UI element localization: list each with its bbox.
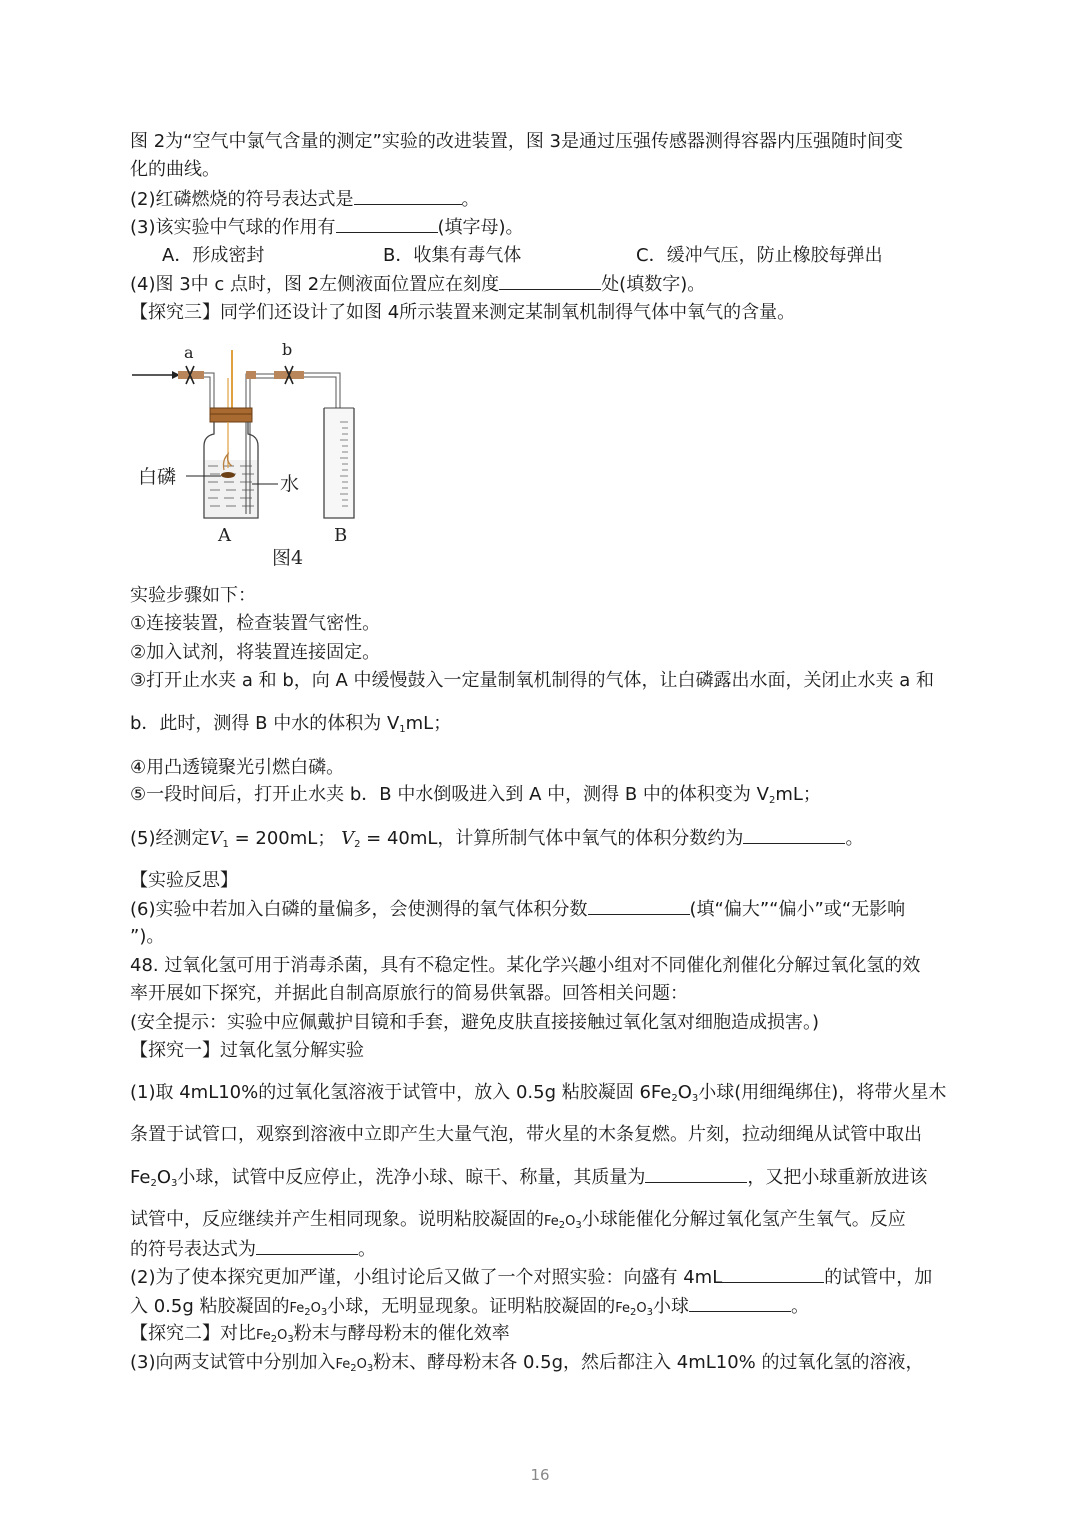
text-part: O xyxy=(677,1082,692,1103)
text-line: 图 2为“空气中氯气含量的测定”实验的改进装置，图 3是通过压强传感器测得容器内压强随时间变 xyxy=(130,131,903,152)
text-line: 条置于试管口，观察到溶液中立即产生大量气泡，带火星的木条复燃。片刻，拉动细绳从试管中取出 xyxy=(130,1124,922,1145)
text-part: ，又把小球重新放进该 xyxy=(747,1167,928,1188)
text-part: 入 0.5g 粘胶凝固的 xyxy=(130,1296,290,1317)
option-b: B．收集有毒气体 xyxy=(383,245,522,266)
chem-o: O xyxy=(636,1301,647,1316)
answer-blank[interactable] xyxy=(499,271,601,290)
white-phosphorus xyxy=(221,472,235,478)
var-v1: V xyxy=(209,828,223,849)
text-part: mL； xyxy=(775,784,821,805)
text-line: 化的曲线。 xyxy=(130,159,220,180)
question-text: (3)该实验中气球的作用有 xyxy=(130,217,336,238)
text-line: ③打开止水夹 a 和 b，向 A 中缓慢鼓入一定量制氧机制得的气体，让白磷露出水面，关闭止水夹 a 和 xyxy=(130,670,934,691)
text-line: (安全提示：实验中应佩戴护目镜和手套，避免皮肤直接接触过氧化氢对细胞造成损害。) xyxy=(130,1012,820,1033)
answer-blank[interactable] xyxy=(689,1293,791,1312)
answer-blank[interactable] xyxy=(354,186,462,205)
question-text: (5)经测定 xyxy=(130,828,210,849)
text-part: b．此时，测得 B 中水的体积为 V xyxy=(130,713,400,734)
inlet-tube xyxy=(180,373,214,420)
text-part: (1)取 4mL10%的过氧化氢溶液于试管中，放入 0.5g 粘胶凝固 6Fe xyxy=(130,1082,672,1103)
text-line: 实验步骤如下： xyxy=(130,585,256,606)
text-line: 48. 过氧化氢可用于消毒杀菌，具有不稳定性。某化学兴趣小组对不同催化剂催化分解过氧化氢的效 xyxy=(130,955,921,976)
text-part: 。 xyxy=(791,1296,809,1317)
text-part: ⑤一段时间后，打开止水夹 b．B 中水倒吸进入到 A 中，测得 B 中的体积变为 V xyxy=(130,784,769,805)
chem-o: O xyxy=(310,1301,321,1316)
text-line xyxy=(130,1207,906,1239)
question-text: (6)实验中若加入白磷的量偏多，会使测得的氧气体积分数 xyxy=(130,899,588,920)
question-text: (4)图 3中 c 点时，图 2左侧液面位置应在刻度 xyxy=(130,274,500,295)
subscript: 2 xyxy=(350,1363,357,1374)
section-heading: 【实验反思】 xyxy=(130,870,238,891)
text-line xyxy=(130,1236,376,1263)
label-white-phosphorus: 白磷 xyxy=(138,466,177,488)
text-part: 小球能催化分解过氧化氢产生氧气。反应 xyxy=(581,1209,906,1230)
answer-blank[interactable] xyxy=(336,214,438,233)
question-3b xyxy=(130,1350,924,1382)
question-text: 处(填数字)。 xyxy=(601,274,706,295)
subscript: 1 xyxy=(399,724,406,735)
label-B: B xyxy=(334,525,348,546)
subscript: 2 xyxy=(354,839,361,850)
text-part: 的符号表达式为 xyxy=(130,1239,256,1260)
text-part: 小球 xyxy=(653,1296,689,1317)
chem-o: O xyxy=(277,1328,288,1343)
subscript: 3 xyxy=(320,1307,328,1318)
label-A: A xyxy=(218,525,231,546)
chem-o: O xyxy=(356,1357,367,1372)
text-line xyxy=(130,1080,946,1112)
subscript: 3 xyxy=(171,1178,178,1189)
formula-fe2o3 xyxy=(336,1357,374,1372)
option-c: C．缓冲气压，防止橡胶每弹出 xyxy=(636,245,883,266)
var-v2: V xyxy=(341,828,355,849)
chem-o: O xyxy=(565,1214,576,1229)
answer-blank[interactable] xyxy=(645,1164,747,1183)
text-part: 的试管中，加 xyxy=(824,1267,933,1288)
question-5 xyxy=(130,825,863,858)
subscript: 3 xyxy=(575,1220,582,1231)
label-water: 水 xyxy=(280,473,300,495)
chem-fe: Fe xyxy=(615,1301,631,1316)
figure-caption: 图4 xyxy=(272,547,304,569)
text-part: mL； xyxy=(405,713,452,734)
question-text: (填“偏大”“偏小”或“无影响 xyxy=(689,899,906,920)
page-number: 16 xyxy=(530,1466,550,1484)
text-line: 率开展如下探究，并据此自制高原旅行的简易供氧器。回答相关问题： xyxy=(130,983,688,1004)
formula-fe2o3 xyxy=(256,1328,294,1343)
section-heading xyxy=(130,1321,510,1353)
answer-blank[interactable] xyxy=(588,896,690,915)
subscript: 2 xyxy=(150,1178,157,1189)
text-part: 。 xyxy=(358,1239,376,1260)
answer-blank[interactable] xyxy=(256,1236,358,1255)
text-part: (3)向两支试管中分别加入 xyxy=(130,1352,336,1373)
label-b: b xyxy=(282,340,293,359)
chem-fe: Fe xyxy=(544,1214,559,1229)
question-text: (填字母)。 xyxy=(437,217,524,238)
text-part: = 200mL； xyxy=(228,828,336,849)
formula-fe2o3 xyxy=(290,1301,328,1316)
text-part: (2)为了使本探究更加严谨，小组讨论后又做了一个对照实验：向盛有 4mL xyxy=(130,1267,723,1288)
question-6 xyxy=(130,896,905,923)
text-line xyxy=(130,782,821,814)
question-4 xyxy=(130,271,705,298)
text-part: 粉末、酵母粉末各 0.5g，然后都注入 4mL10% 的过氧化氢的溶液， xyxy=(373,1352,924,1373)
text-line: ①连接装置，检查装置气密性。 xyxy=(130,613,381,634)
chem-fe: Fe xyxy=(335,1357,351,1372)
text-part: 粉末与酵母粉末的催化效率 xyxy=(293,1323,510,1344)
text-part: 小球，无明显现象。证明粘胶凝固的 xyxy=(327,1296,616,1317)
text-part: 小球，试管中反应停止，洗净小球、晾干、称量，其质量为 xyxy=(177,1167,646,1188)
text-part: 【探究二】对比 xyxy=(130,1323,256,1344)
subscript: 3 xyxy=(287,1334,294,1345)
answer-blank[interactable] xyxy=(722,1264,824,1283)
subscript: 2 xyxy=(768,795,776,806)
question-2 xyxy=(130,186,480,213)
text-line xyxy=(130,711,451,743)
subscript: 2 xyxy=(671,1093,678,1104)
text-line: ④用凸透镜聚光引燃白磷。 xyxy=(130,757,345,778)
subscript: 3 xyxy=(691,1093,699,1104)
question-text: 。 xyxy=(461,189,480,210)
text-part: O xyxy=(156,1167,171,1188)
text-part: 。 xyxy=(845,828,864,849)
chem-fe: Fe xyxy=(256,1328,271,1343)
subscript: 3 xyxy=(366,1363,374,1374)
rubber-stopper xyxy=(210,408,252,422)
text-part: = 40mL，计算所制气体中氧气的体积分数约为 xyxy=(360,828,744,849)
text-line: ②加入试剂，将装置连接固定。 xyxy=(130,642,381,663)
section-heading: 【探究三】同学们还设计了如图 4所示装置来测定某制氧机制得气体中氧气的含量。 xyxy=(130,302,796,323)
water-a xyxy=(205,460,257,517)
question-3 xyxy=(130,214,524,241)
subscript: 3 xyxy=(646,1307,653,1318)
subscript: 2 xyxy=(270,1334,278,1345)
chem-fe: Fe xyxy=(289,1301,305,1316)
question-2b xyxy=(130,1264,932,1291)
text-part: 小球(用细绳绑住)，将带火星木 xyxy=(698,1082,947,1103)
formula-fe2o3 xyxy=(544,1214,582,1229)
subscript: 2 xyxy=(304,1307,311,1318)
text-part: Fe xyxy=(130,1167,151,1188)
subscript: 2 xyxy=(558,1220,566,1231)
subscript: 2 xyxy=(630,1307,637,1318)
text-part: 试管中，反应继续并产生相同现象。说明粘胶凝固的 xyxy=(130,1209,544,1230)
option-a: A．形成密封 xyxy=(162,245,265,266)
formula-fe2o3 xyxy=(615,1301,653,1316)
answer-blank[interactable] xyxy=(743,825,845,844)
graduated-cylinder-b xyxy=(324,408,354,518)
section-heading: 【探究一】过氧化氢分解实验 xyxy=(130,1040,364,1061)
label-a: a xyxy=(184,343,194,362)
apparatus-figure xyxy=(128,338,368,578)
text-line: ”)。 xyxy=(130,926,165,947)
question-text: (2)红磷燃烧的符号表达式是 xyxy=(130,189,354,210)
text-line xyxy=(130,1164,927,1197)
subscript: 1 xyxy=(222,839,229,850)
